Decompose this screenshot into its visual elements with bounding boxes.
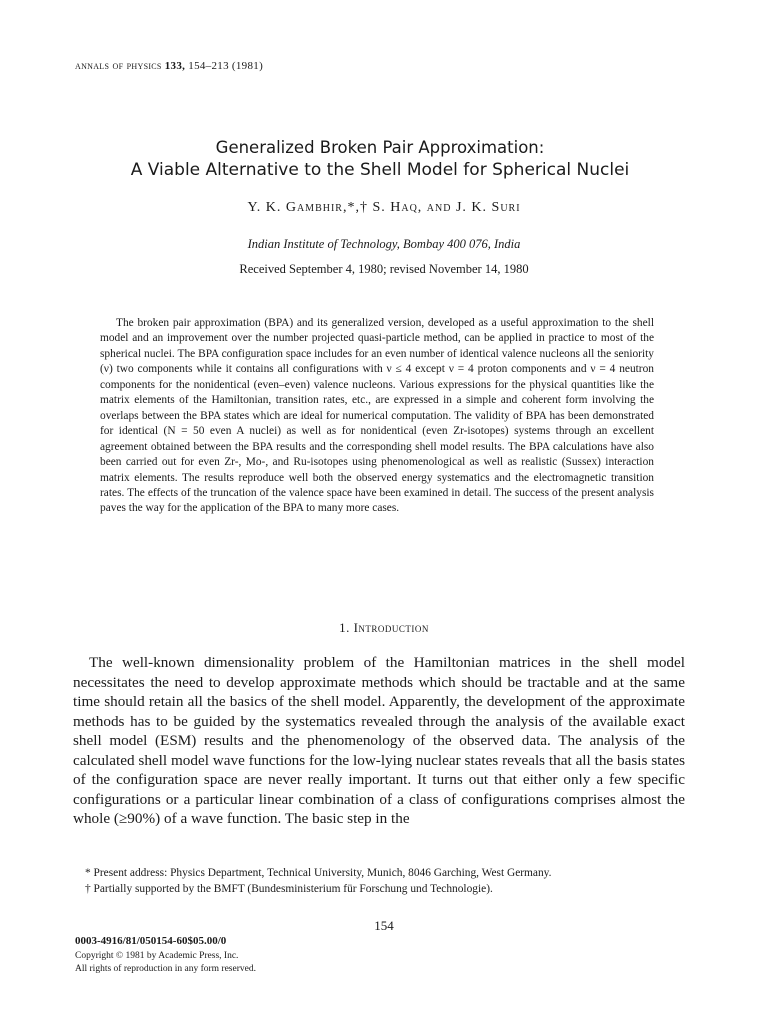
abstract: The broken pair approximation (BPA) and its generalized version, developed as a useful approximation to the shell model and an improvement over the number projected quasi-particle method, can be applied in practice to most of the spherical nuclei. The BPA configuration space includes for an even number of identical valence nucleons all the seniority (ν) two components while it contains all configurations with ν ≤ 4 except ν = 4 proton components and ν = 4 neutron components for the nonidentical (even–even) valence nucleons. Various expressions for the physical quantities like the matrix elements of the Hamiltonian, transition rates, etc., are expressed in a simple and coherent form involving the overlaps between the BPA states which are ideal for numerical computation. The validity of BPA has been demonstrated for identical (N = 50 even A nuclei) as well as for nonidentical (even Zr-isotopes) systems through an excellent agreement obtained between the BPA results and the corresponding shell model results. The BPA calculations have also been carried out for even Zr-, Mo-, and Ru-isotopes using phenomenological as well as realistic (Sussex) interaction matrix elements. The results reproduce well both the observed energy systematics and the electromagnetic transition rates. The effects of the truncation of the valence space have been examined in detail. The success of the present analysis paves the way for the application of the BPA to many more cases. bbox=[100, 317, 654, 515]
copyright-line-2: All rights of reproduction in any form reserved. bbox=[75, 964, 256, 974]
journal-pages: 154–213 (1981) bbox=[188, 60, 264, 72]
section-heading bbox=[0, 620, 768, 636]
introduction-paragraph: The well-known dimensionality problem of the Hamiltonian matrices in the shell model necessitates the need to develop approximate methods which should be tractable and at the same time should retain all the basics of the shell model. Apparently, the development of the approximate methods has to be guided by the systematics revealed through the analysis of the available exact shell model (ESM) results and the phenomenology of the observed data. The analysis of the calculated shell model wave functions for the low-lying nuclear states reveals that all the basis states of the configuration space are never really important. It turns out that either only a few specific configurations or a particular linear combination of a class of configurations comprises almost the whole (≥90%) of a wave function. The basic step in the bbox=[73, 654, 685, 827]
paper-title-line-2: A Viable Alternative to the Shell Model for Spherical Nuclei bbox=[130, 160, 630, 180]
section-number: 1. bbox=[339, 620, 350, 635]
journal-header bbox=[75, 58, 263, 73]
copyright-notice bbox=[75, 950, 256, 976]
page-number: 154 bbox=[374, 918, 394, 933]
journal-name: annals of physics bbox=[75, 58, 162, 72]
section-title: Introduction bbox=[353, 620, 429, 635]
article-code: 0003-4916/81/050154-60$05.00/0 bbox=[75, 935, 227, 947]
affiliation: Indian Institute of Technology, Bombay 400 076, India bbox=[247, 237, 521, 251]
journal-volume: 133, bbox=[164, 60, 186, 72]
received-dates: Received September 4, 1980; revised November 14, 1980 bbox=[239, 262, 529, 276]
authors-text: Y. K. Gambhir,*,† S. Haq, and J. K. Suri bbox=[247, 200, 521, 215]
paper-title-line-1: Generalized Broken Pair Approximation: bbox=[215, 138, 545, 157]
footnotes bbox=[75, 866, 685, 897]
copyright-line-1: Copyright © 1981 by Academic Press, Inc. bbox=[75, 951, 239, 961]
footnote-support: † Partially supported by the BMFT (Bundesministerium für Forschung und Technologie). bbox=[85, 882, 493, 895]
footnote-present-address: * Present address: Physics Department, Technical University, Munich, 8046 Garching, West Germany. bbox=[85, 867, 552, 879]
authors bbox=[0, 200, 768, 216]
